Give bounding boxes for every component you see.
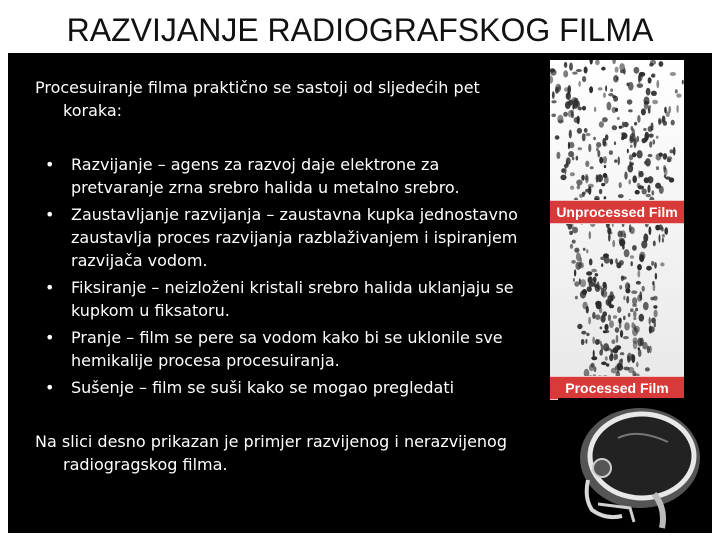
list-item (35, 276, 525, 322)
bullet-icon: • (45, 378, 55, 397)
step-text: Razvijanje – agens za razvoj daje elektrone za pretvaranje zrna srebro halida u metalno srebro. (71, 155, 460, 197)
skull-xray-image (558, 398, 708, 530)
step-text: Sušenje – film se suši kako se mogao pregledati (71, 378, 455, 397)
processed-film-label: Processed Film (550, 376, 684, 400)
bullet-icon: • (45, 328, 55, 347)
slide-body (35, 76, 525, 476)
unprocessed-film-label: Unprocessed Film (550, 200, 684, 224)
bullet-icon: • (45, 155, 55, 174)
bullet-icon: • (45, 205, 55, 224)
list-item (35, 203, 525, 272)
step-text: Pranje – film se pere sa vodom kako bi se uklonile sve hemikalije procesa procesuiranja. (71, 328, 503, 370)
slide-title: RAZVIJANJE RADIOGRAFSKOG FILMA (66, 12, 654, 48)
outro-paragraph: Na slici desno prikazan je primjer razvijenog i nerazvijenog radiogragskog filma. (35, 432, 507, 474)
steps-list (35, 153, 525, 399)
list-item (35, 326, 525, 372)
film-grain-image (550, 60, 684, 396)
bullet-icon: • (45, 278, 55, 297)
step-text: Fiksiranje – neizloženi kristali srebro halida uklanjaju se kupkom u fiksatoru. (71, 278, 514, 320)
list-item (35, 376, 525, 399)
intro-paragraph: Procesuiranje filma praktično se sastoji od sljedećih pet koraka: (35, 78, 480, 120)
list-item (35, 153, 525, 199)
step-text: Zaustavljanje razvijanja – zaustavna kupka jednostavno zaustavlja proces razvijanja razblaživanjem i ispiranjem razvijača vodom. (71, 205, 518, 270)
